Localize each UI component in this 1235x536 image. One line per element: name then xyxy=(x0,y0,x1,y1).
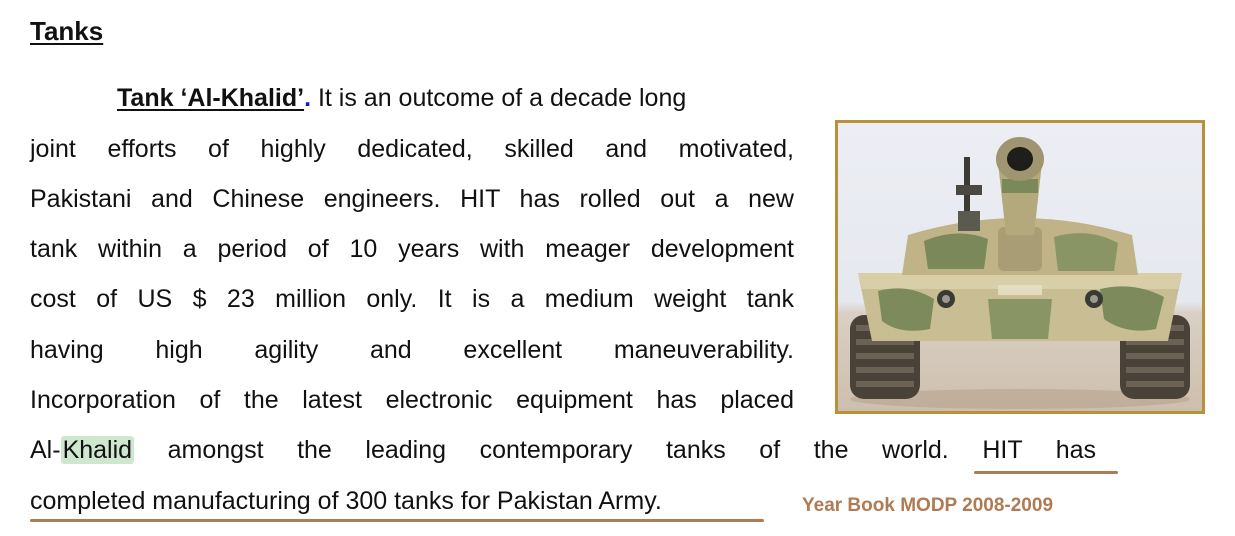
line-9-period: . xyxy=(654,487,662,515)
lead-dot: . xyxy=(304,84,312,112)
paragraph-line-1 xyxy=(117,81,686,115)
line-8-prefix: Al- xyxy=(30,436,61,464)
tank-illustration xyxy=(838,123,1202,411)
section-heading: Tanks xyxy=(30,16,104,46)
line-8-text: amongst the leading contemporary tanks of the world. xyxy=(134,436,949,464)
tank-photo xyxy=(835,120,1205,414)
paragraph-line-3: Pakistani and Chinese engineers. HIT has rolled out a new xyxy=(30,185,794,213)
paragraph-line-8 xyxy=(30,433,1096,467)
paragraph-line-9 xyxy=(30,484,662,518)
line-1-text: It is an outcome of a decade long xyxy=(311,84,687,112)
paragraph-line-4: tank within a period of 10 years with meager development xyxy=(30,235,794,263)
paragraph-line-7: Incorporation of the latest electronic equipment has placed xyxy=(30,386,794,414)
underline-mark-1 xyxy=(974,471,1118,474)
lead-title: Tank ‘Al-Khalid’ xyxy=(117,84,305,112)
paragraph-line-6: having high agility and excellent maneuverability. xyxy=(30,336,794,364)
paragraph-line-5: cost of US $ 23 million only. It is a medium weight tank xyxy=(30,285,794,313)
highlighted-word: Khalid xyxy=(62,436,133,464)
paragraph-line-2: joint efforts of highly dedicated, skilled and motivated, xyxy=(30,135,794,163)
source-note: Year Book MODP 2008-2009 xyxy=(802,495,1054,516)
underline-mark-2 xyxy=(30,519,764,522)
underlined-phrase-end: completed manufacturing of 300 tanks for Pakistan Army xyxy=(30,487,655,515)
underlined-phrase-start: HIT has xyxy=(982,436,1097,464)
